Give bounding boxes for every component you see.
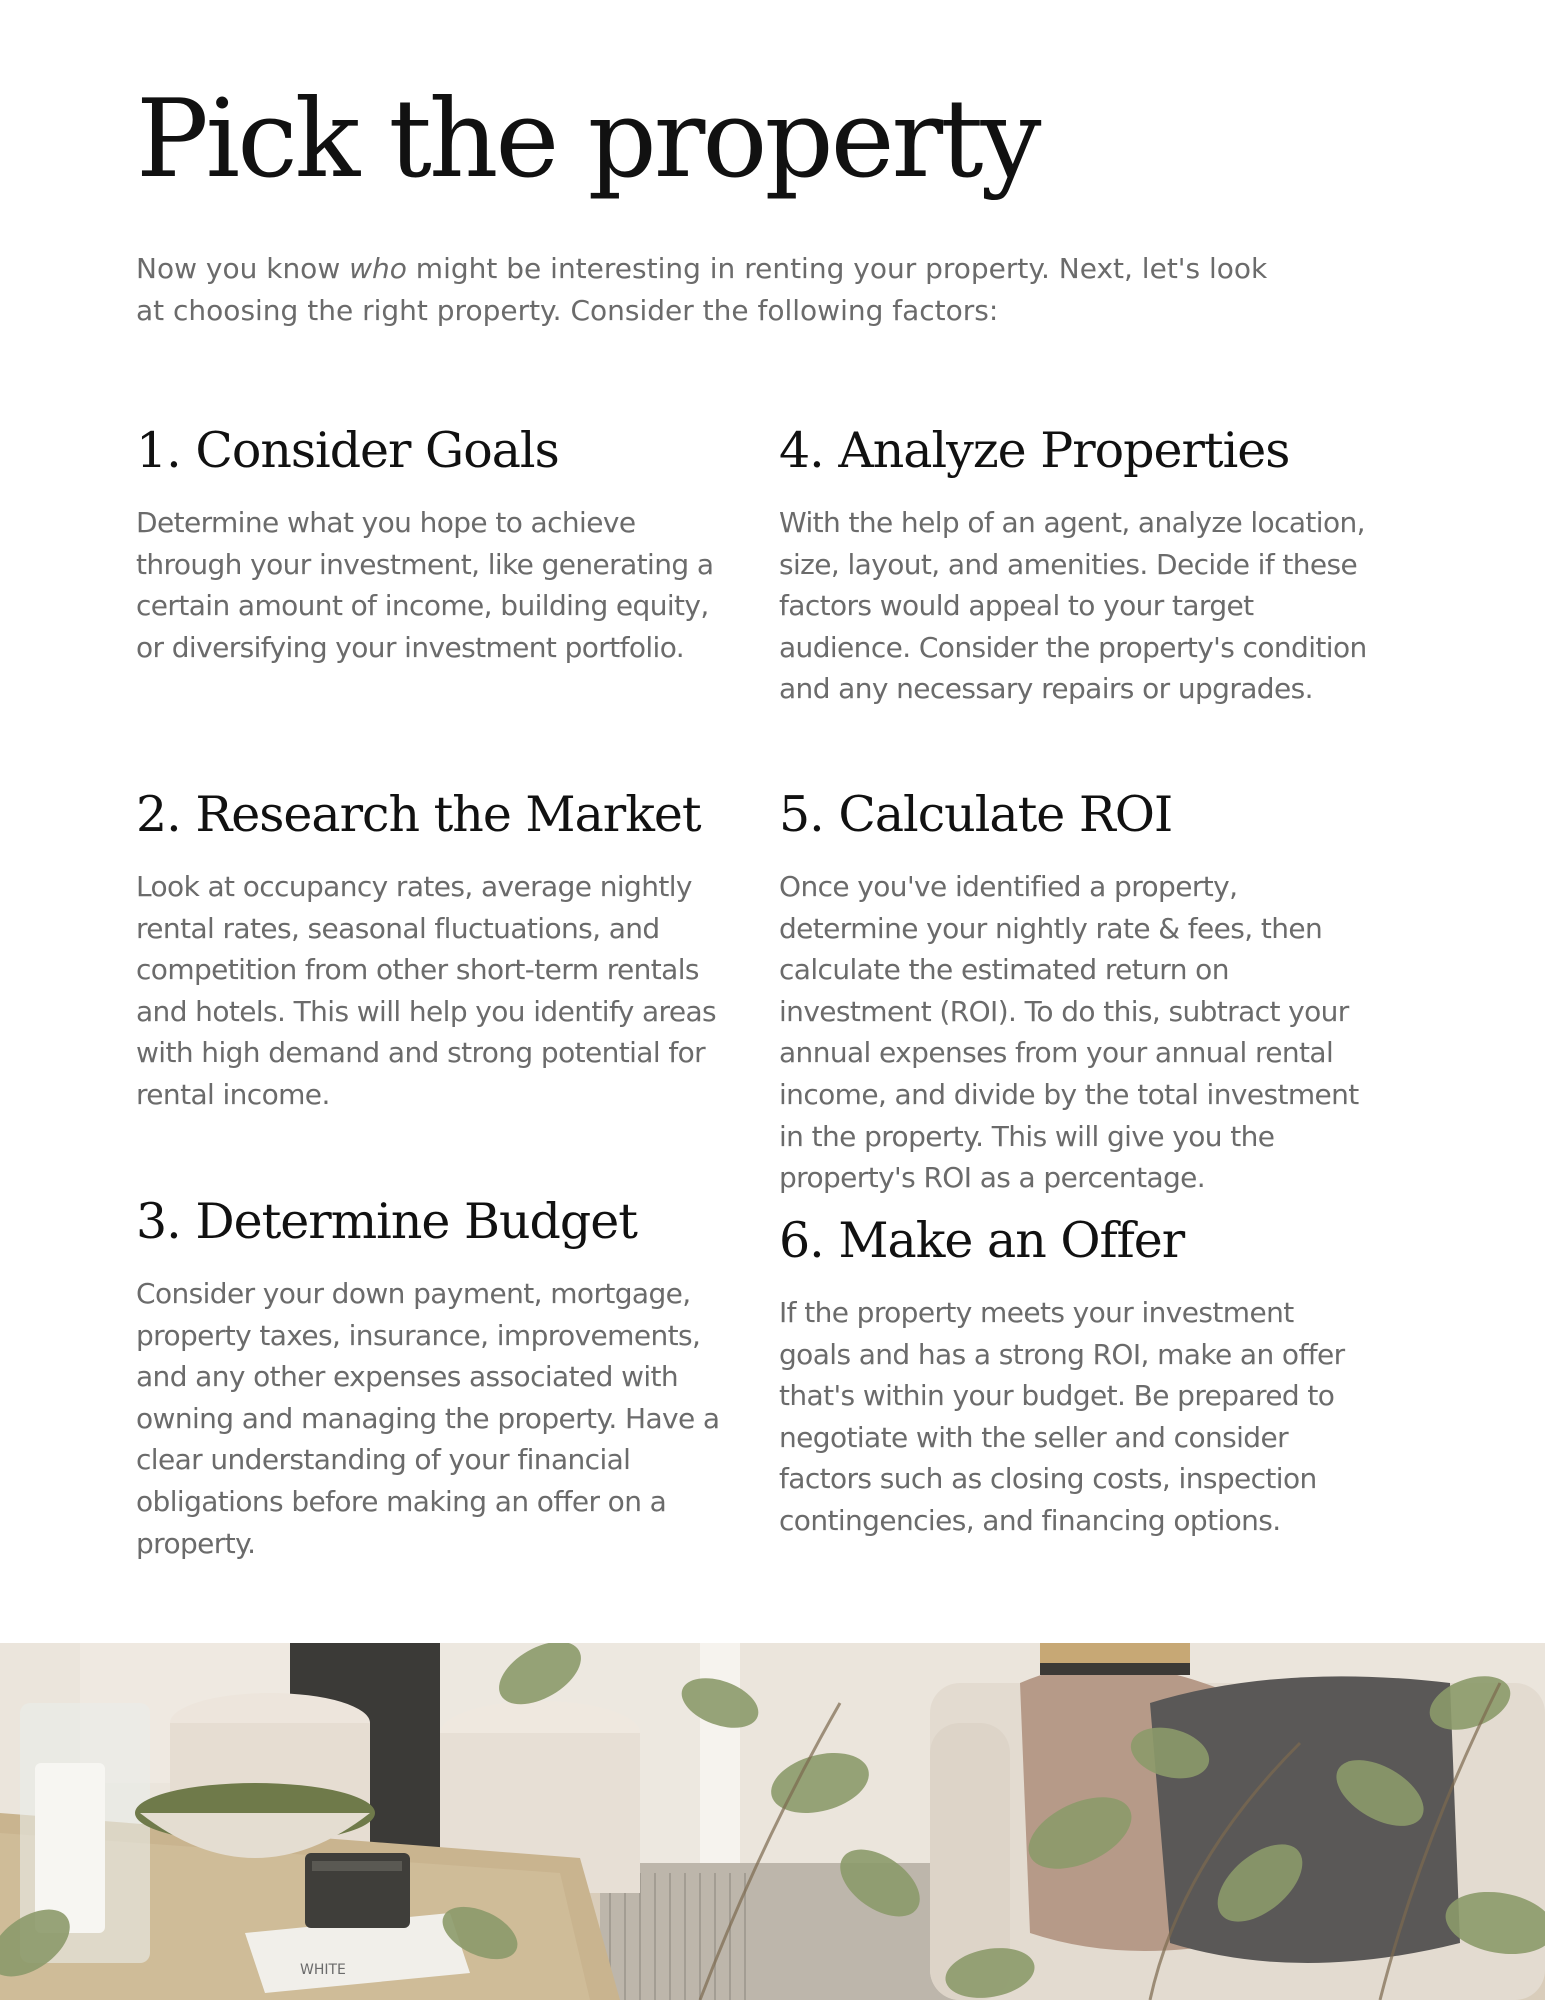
factor-body: Consider your down payment, mortgage, property taxes, insurance, improvements, and any other expenses associated with owning and managing the property. Have a clear understanding of your financial obligations before making an offer on a property. [136,1277,720,1560]
living-room-illustration [0,1643,1545,2000]
intro-text-after: might be interesting in renting your property. Next, let's look at choosing the right property. Consider the following factors: [136,252,1268,327]
factor-calculate-roi [779,780,1369,1199]
intro-text-before: Now you know [136,252,350,285]
book-label: WHITE [300,1962,346,1978]
factor-heading: 4. Analyze Properties [779,422,1290,479]
factor-heading: 1. Consider Goals [136,422,559,479]
factor-analyze-properties [779,416,1369,710]
factor-consider-goals [136,416,726,668]
factor-heading: 3. Determine Budget [136,1193,637,1250]
factor-body: Determine what you hope to achieve through your investment, like generating a certain amount of income, building equity, or diversifying your investment portfolio. [136,506,714,664]
factor-body: If the property meets your investment goals and has a strong ROI, make an offer that's within your budget. Be prepared to negotiate with the seller and consider factors such as closing costs, inspection contingencies, and financing options. [779,1296,1345,1537]
factor-heading: 5. Calculate ROI [779,786,1173,843]
factor-determine-budget [136,1187,726,1564]
intro-paragraph [136,248,1296,332]
page-title: Pick the property [136,77,1039,202]
factor-body: With the help of an agent, analyze location, size, layout, and amenities. Decide if these factors would appeal to your target audience. Consider the property's condition and any necessary repairs or upgrades. [779,506,1367,706]
factor-make-offer [779,1206,1369,1542]
factor-heading: 2. Research the Market [136,786,701,843]
factor-heading: 6. Make an Offer [779,1212,1185,1269]
intro-emphasis: who [349,252,407,285]
living-room-photo [0,1643,1545,2000]
factor-research-market [136,780,726,1116]
factor-body: Look at occupancy rates, average nightly rental rates, seasonal fluctuations, and competition from other short-term rentals and hotels. This will help you identify areas with high demand and strong potential for rental income. [136,870,717,1111]
factor-body: Once you've identified a property, determine your nightly rate & fees, then calculate the estimated return on investment (ROI). To do this, subtract your annual expenses from your annual rental income, and divide by the total investment in the property. This will give you the property's ROI as a percentage. [779,870,1359,1195]
